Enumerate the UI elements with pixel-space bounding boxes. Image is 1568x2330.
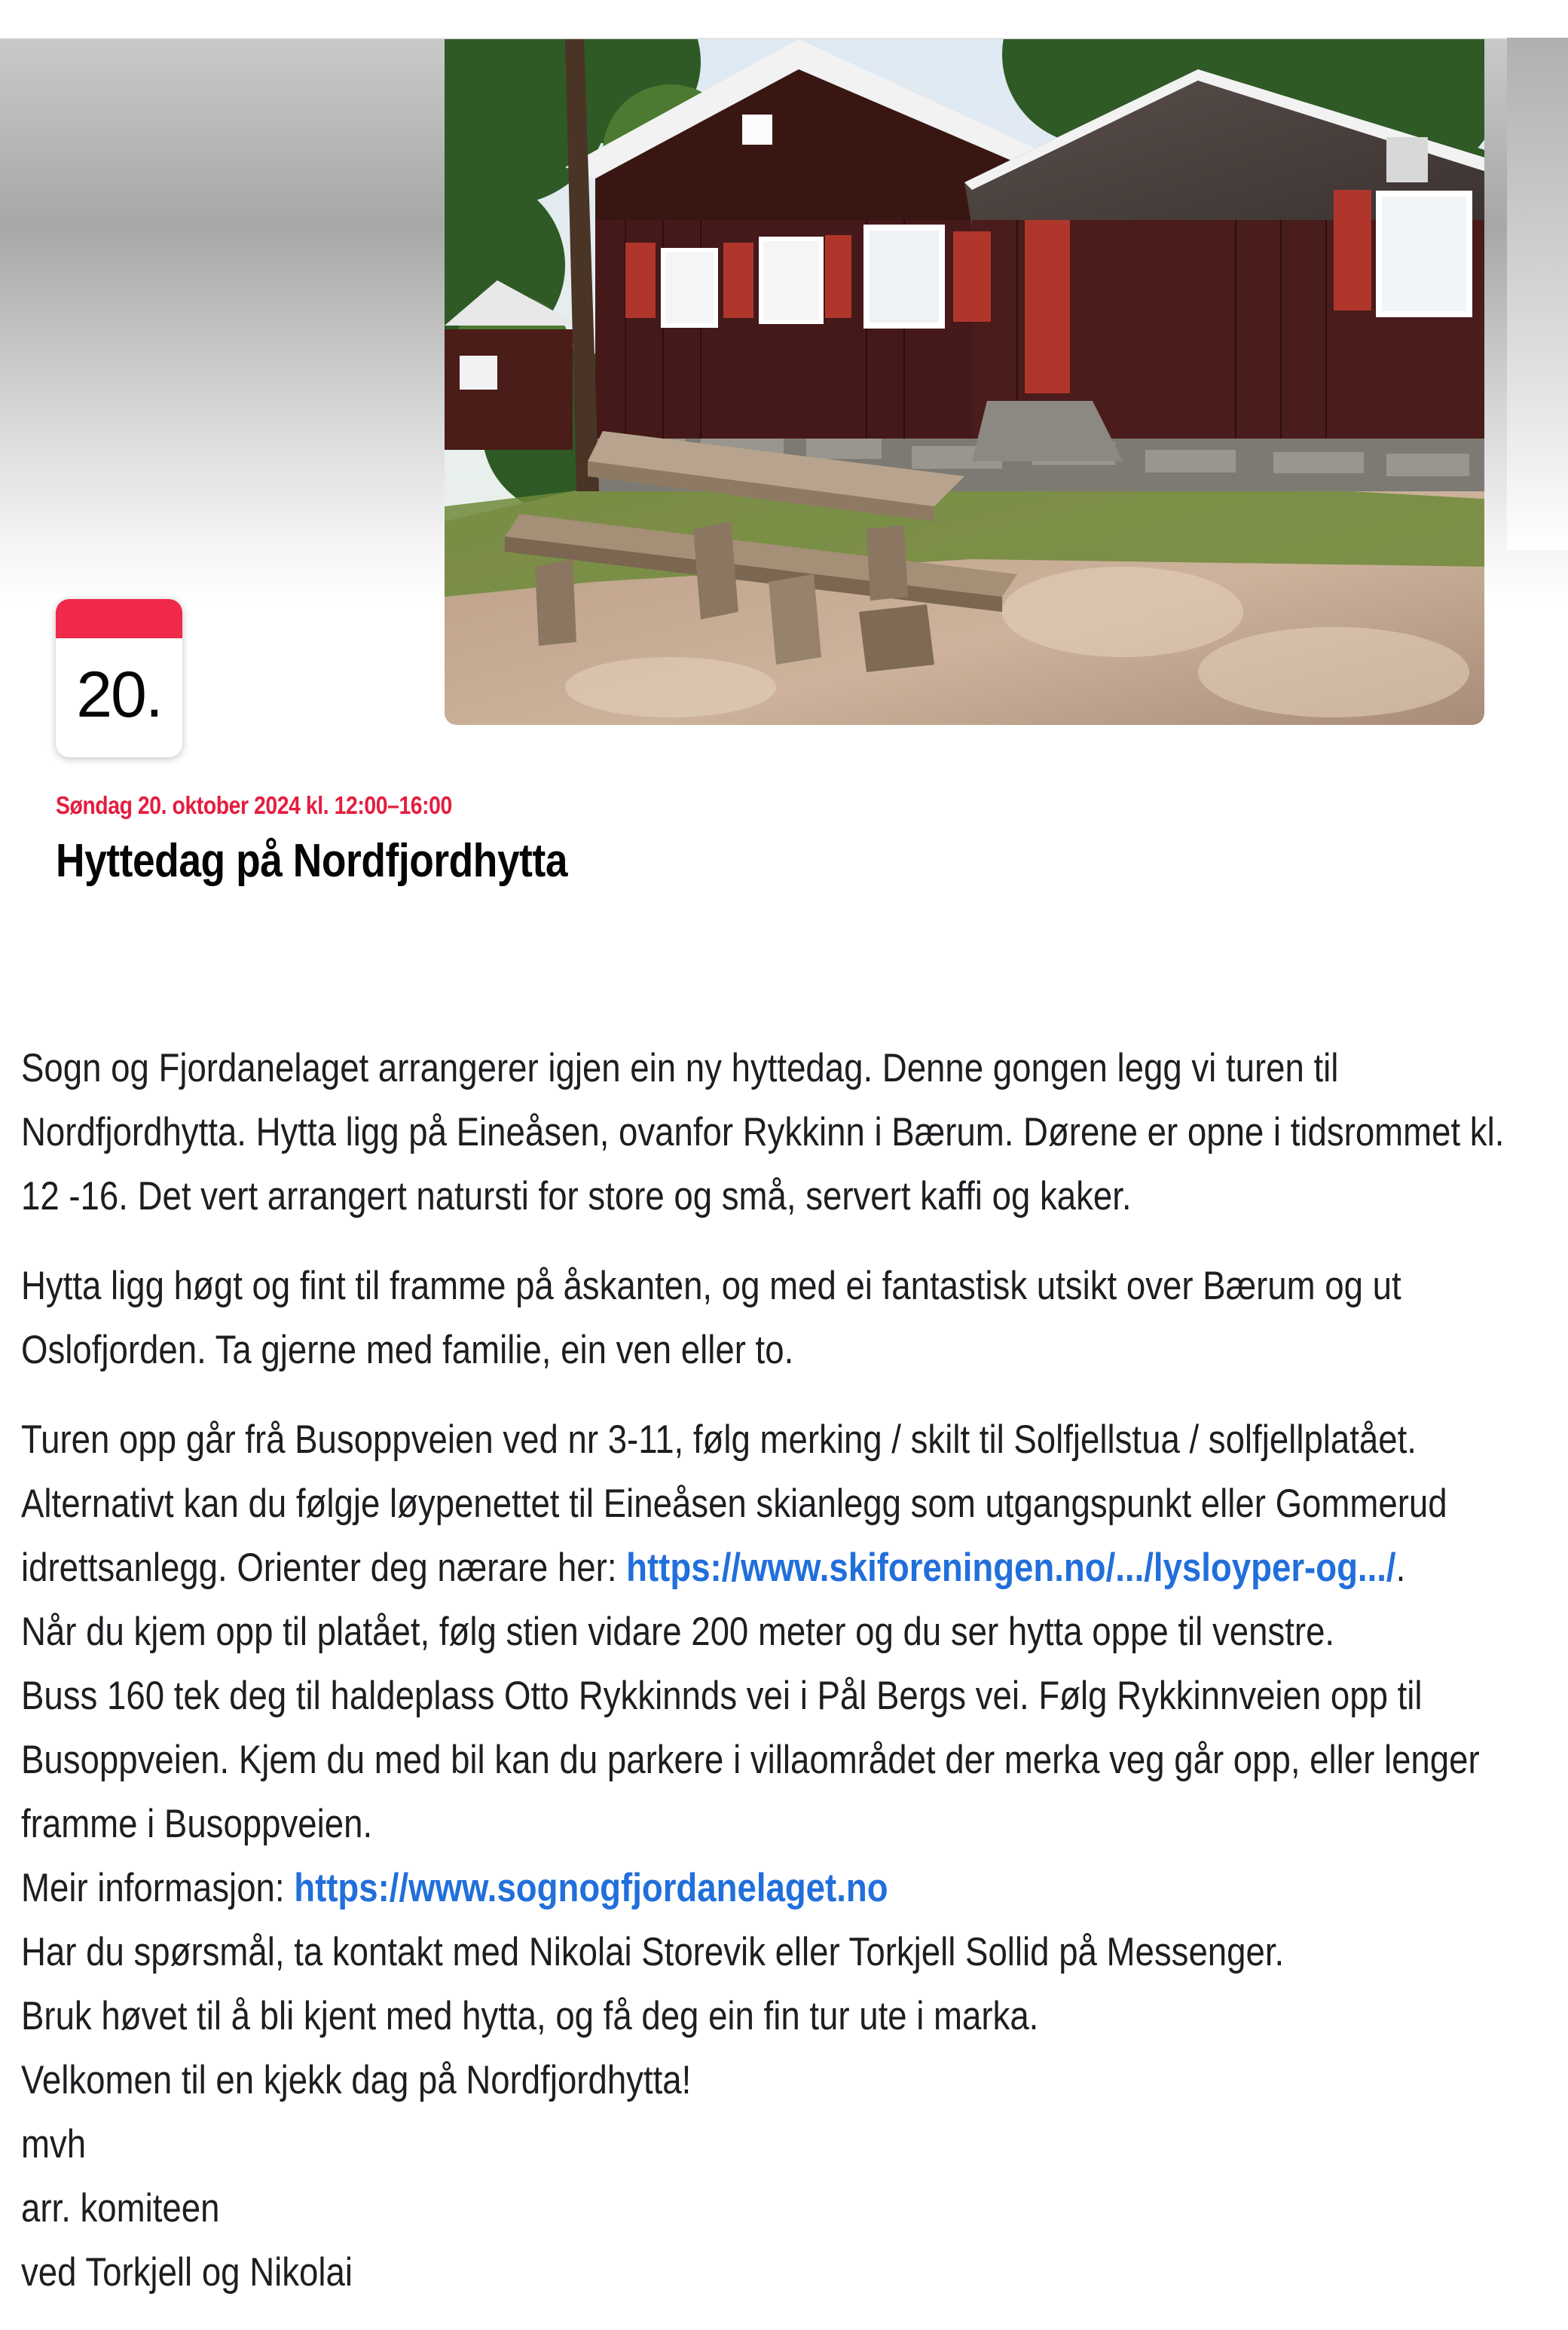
- description-line: framme i Busoppveien.: [21, 1802, 373, 1846]
- description-line: Busoppveien. Kjem du med bil kan du parkere i villaområdet der merka veg går opp, eller lenger: [21, 1738, 1480, 1782]
- description-line-with-link: [21, 1536, 1406, 1600]
- description-line: Hytta ligg høgt og fint til framme på åskanten, og med ei fantastisk utsikt over Bærum og ut: [21, 1264, 1401, 1308]
- more-info-line: [21, 1856, 1395, 1920]
- event-datetime: Søndag 20. oktober 2024 kl. 12:00–16:00: [56, 791, 452, 819]
- description-line: Nordfjordhytta. Hytta ligg på Eineåsen, ovanfor Rykkinn i Bærum. Dørene er opne i tidsrommet kl.: [21, 1110, 1505, 1154]
- calendar-day-number: 20.: [76, 659, 162, 731]
- description-line: mvh: [21, 2122, 87, 2166]
- description-paragraph-1: [21, 1036, 1505, 1228]
- skiforeningen-link[interactable]: https://www.skiforeningen.no/.../lysloyper-og.../: [626, 1546, 1396, 1590]
- description-line: 12 -16. Det vert arrangert natursti for store og små, servert kaffi og kaker.: [21, 1174, 1132, 1219]
- description-line: Bruk høvet til å bli kjent med hytta, og få deg ein fin tur ute i marka.: [21, 1994, 1039, 2038]
- link-suffix-text: .: [1395, 1546, 1406, 1590]
- description-line: arr. komiteen: [21, 2186, 220, 2231]
- description-paragraph-2: [21, 1254, 1401, 1382]
- description-line: ved Torkjell og Nikolai: [21, 2250, 353, 2295]
- description-line: Sogn og Fjordanelaget arrangerer igjen ein ny hyttedag. Denne gongen legg vi turen til: [21, 1046, 1339, 1090]
- description-line: Buss 160 tek deg til haldeplass Otto Rykkinnds vei i Pål Bergs vei. Følg Rykkinnveien opp til: [21, 1674, 1423, 1718]
- description-line: Velkomen til en kjekk dag på Nordfjordhytta!: [21, 2058, 692, 2102]
- cover-photo[interactable]: [445, 39, 1484, 725]
- description-line: Turen opp går frå Busoppveien ved nr 3-11, følg merking / skilt til Solfjellstua / solfjellplatået.: [21, 1417, 1417, 1462]
- link-prefix-text: idrettsanlegg. Orienter deg nærare her:: [21, 1546, 627, 1590]
- calendar-header-strip: [56, 599, 182, 638]
- description-line: Oslofjorden. Ta gjerne med familie, ein ven eller to.: [21, 1328, 794, 1372]
- description-line: Alternativt kan du følgje løypenettet til Eineåsen skianlegg som utgangspunkt eller Gommerud: [21, 1481, 1447, 1526]
- calendar-date-badge: [56, 599, 182, 757]
- description-line: Har du spørsmål, ta kontakt med Nikolai Storevik eller Torkjell Sollid på Messenger.: [21, 1930, 1285, 1974]
- sognogfjordanelaget-link[interactable]: https://www.sognogfjordanelaget.no: [294, 1866, 888, 1910]
- more-info-label: Meir informasjon:: [21, 1866, 295, 1910]
- event-description: [21, 1036, 1505, 2330]
- cover-background-edge: [1507, 38, 1568, 550]
- description-paragraph-3: [21, 1408, 1480, 2304]
- description-line: Når du kjem opp til platået, følg stien vidare 200 meter og du ser hytta oppe til venstre.: [21, 1610, 1335, 1654]
- event-title: Hyttedag på Nordfjordhytta: [56, 835, 568, 887]
